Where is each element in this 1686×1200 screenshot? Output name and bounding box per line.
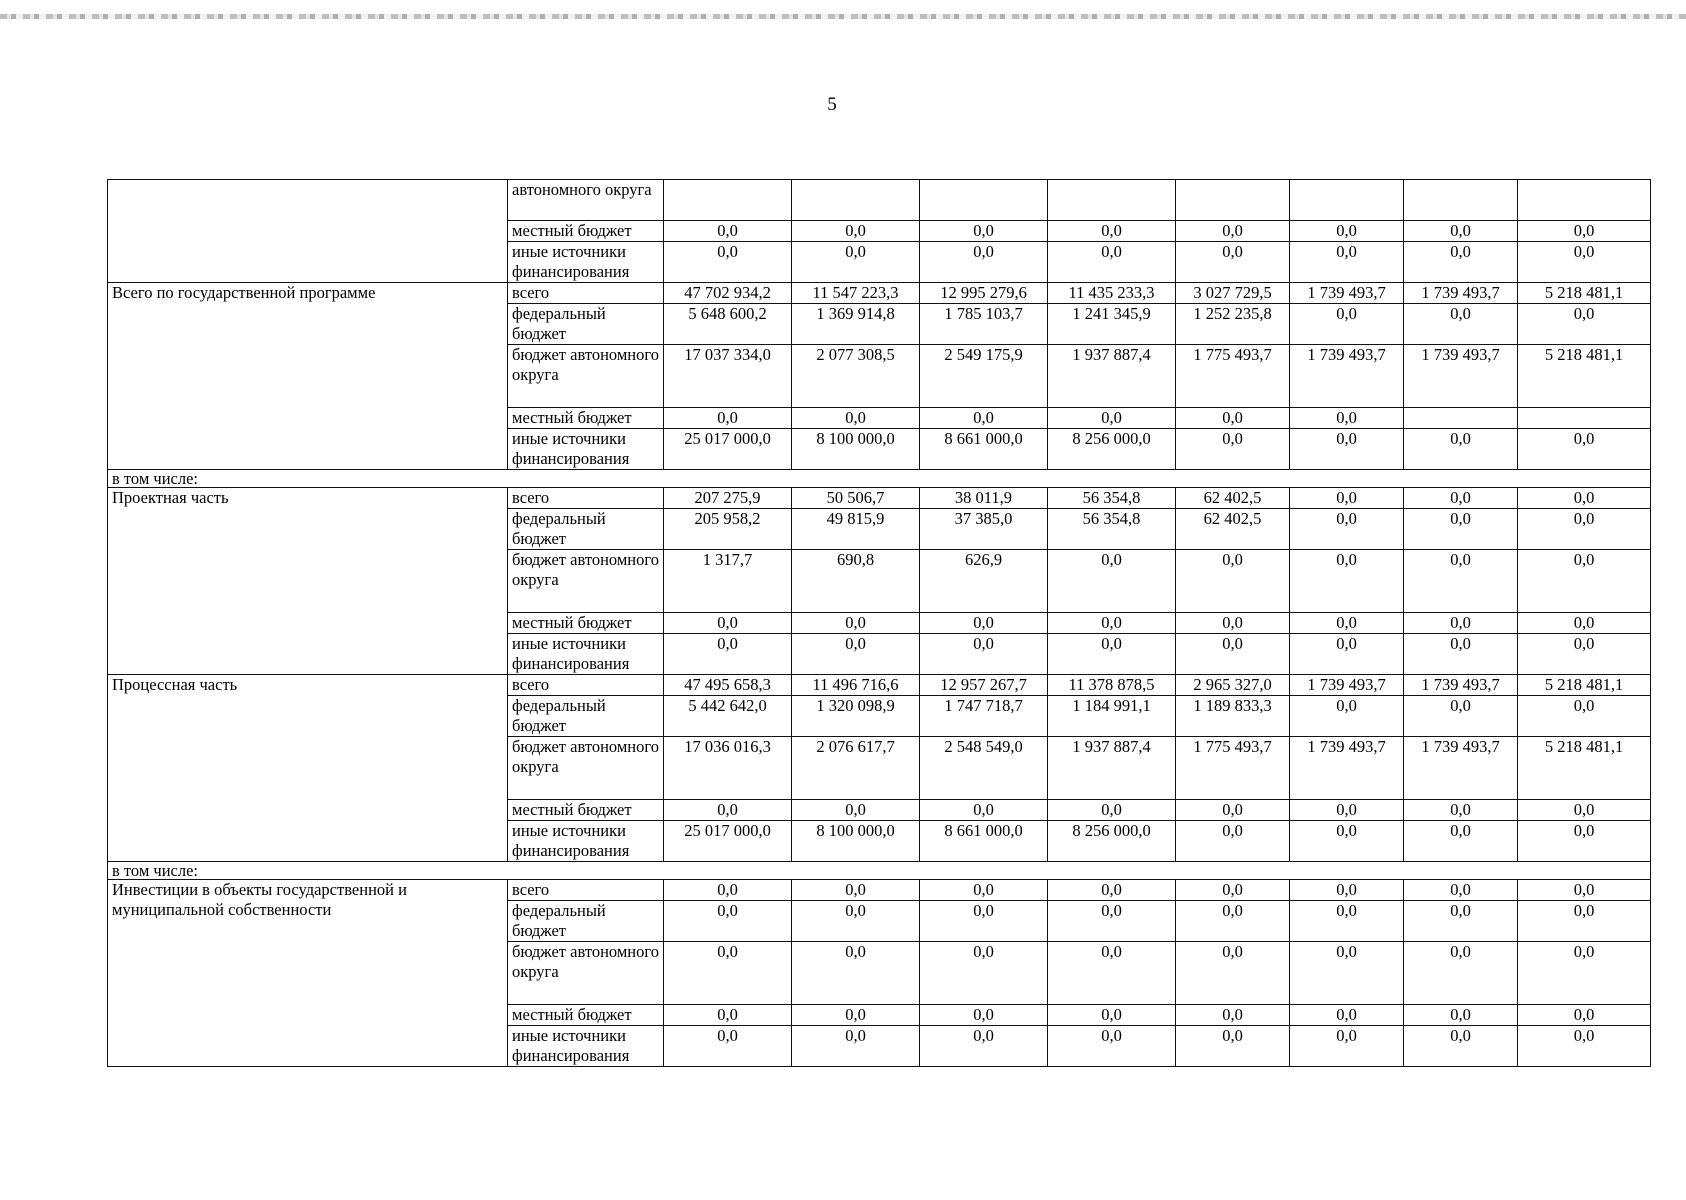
subheading-text: в том числе: bbox=[108, 862, 1651, 880]
funding-source-label: местный бюджет bbox=[508, 1005, 664, 1026]
amount-cell: 0,0 bbox=[792, 634, 920, 675]
amount-cell: 0,0 bbox=[920, 901, 1048, 942]
table-row bbox=[108, 880, 1651, 901]
amount-cell: 1 937 887,4 bbox=[1048, 737, 1176, 800]
amount-cell: 47 495 658,3 bbox=[664, 675, 792, 696]
amount-cell: 5 218 481,1 bbox=[1518, 737, 1651, 800]
amount-cell: 1 317,7 bbox=[664, 550, 792, 613]
table-row bbox=[108, 283, 1651, 304]
amount-cell: 205 958,2 bbox=[664, 509, 792, 550]
amount-cell: 2 076 617,7 bbox=[792, 737, 920, 800]
amount-cell: 1 937 887,4 bbox=[1048, 345, 1176, 408]
subheading-text: в том числе: bbox=[108, 470, 1651, 488]
amount-cell bbox=[1290, 180, 1404, 221]
amount-cell: 11 547 223,3 bbox=[792, 283, 920, 304]
page-number: 5 bbox=[827, 94, 837, 115]
amount-cell: 17 037 334,0 bbox=[664, 345, 792, 408]
funding-source-label: иные источники финансирования bbox=[508, 634, 664, 675]
amount-cell: 0,0 bbox=[664, 613, 792, 634]
amount-cell: 5 218 481,1 bbox=[1518, 675, 1651, 696]
amount-cell: 0,0 bbox=[1518, 1026, 1651, 1067]
amount-cell: 0,0 bbox=[1048, 880, 1176, 901]
amount-cell: 1 320 098,9 bbox=[792, 696, 920, 737]
amount-cell: 5 218 481,1 bbox=[1518, 345, 1651, 408]
amount-cell: 1 775 493,7 bbox=[1176, 345, 1290, 408]
amount-cell: 1 739 493,7 bbox=[1290, 345, 1404, 408]
amount-cell: 0,0 bbox=[1290, 1005, 1404, 1026]
amount-cell bbox=[1518, 180, 1651, 221]
amount-cell: 0,0 bbox=[1290, 304, 1404, 345]
funding-source-label: местный бюджет bbox=[508, 613, 664, 634]
amount-cell: 25 017 000,0 bbox=[664, 429, 792, 470]
amount-cell: 0,0 bbox=[1404, 509, 1518, 550]
funding-source-label: федеральный бюджет bbox=[508, 509, 664, 550]
amount-cell: 0,0 bbox=[1518, 800, 1651, 821]
amount-cell: 0,0 bbox=[664, 880, 792, 901]
amount-cell: 0,0 bbox=[1176, 942, 1290, 1005]
funding-source-label: бюджет автономного округа bbox=[508, 737, 664, 800]
amount-cell: 0,0 bbox=[1048, 408, 1176, 429]
amount-cell: 0,0 bbox=[1518, 821, 1651, 862]
amount-cell: 0,0 bbox=[1290, 880, 1404, 901]
amount-cell: 56 354,8 bbox=[1048, 509, 1176, 550]
amount-cell: 0,0 bbox=[664, 1026, 792, 1067]
funding-source-label: всего bbox=[508, 880, 664, 901]
amount-cell: 11 496 716,6 bbox=[792, 675, 920, 696]
amount-cell: 0,0 bbox=[1518, 696, 1651, 737]
amount-cell: 0,0 bbox=[792, 613, 920, 634]
amount-cell bbox=[920, 180, 1048, 221]
amount-cell: 0,0 bbox=[1404, 800, 1518, 821]
amount-cell: 1 747 718,7 bbox=[920, 696, 1048, 737]
amount-cell: 0,0 bbox=[1404, 304, 1518, 345]
amount-cell: 0,0 bbox=[664, 634, 792, 675]
amount-cell: 1 739 493,7 bbox=[1404, 675, 1518, 696]
amount-cell bbox=[1048, 180, 1176, 221]
amount-cell: 0,0 bbox=[1404, 242, 1518, 283]
amount-cell bbox=[1404, 408, 1518, 429]
amount-cell: 0,0 bbox=[1176, 613, 1290, 634]
amount-cell: 0,0 bbox=[920, 613, 1048, 634]
amount-cell: 0,0 bbox=[1176, 800, 1290, 821]
amount-cell: 0,0 bbox=[1290, 800, 1404, 821]
amount-cell: 0,0 bbox=[1518, 550, 1651, 613]
amount-cell: 0,0 bbox=[920, 634, 1048, 675]
amount-cell: 0,0 bbox=[1518, 488, 1651, 509]
amount-cell: 0,0 bbox=[1176, 408, 1290, 429]
amount-cell: 0,0 bbox=[664, 1005, 792, 1026]
amount-cell: 0,0 bbox=[1176, 221, 1290, 242]
amount-cell: 0,0 bbox=[1404, 880, 1518, 901]
amount-cell: 1 739 493,7 bbox=[1290, 675, 1404, 696]
amount-cell: 0,0 bbox=[792, 408, 920, 429]
amount-cell: 0,0 bbox=[792, 942, 920, 1005]
amount-cell: 0,0 bbox=[1176, 242, 1290, 283]
amount-cell: 0,0 bbox=[1290, 613, 1404, 634]
amount-cell: 0,0 bbox=[792, 221, 920, 242]
amount-cell: 0,0 bbox=[792, 242, 920, 283]
amount-cell: 0,0 bbox=[792, 1005, 920, 1026]
table-row bbox=[108, 675, 1651, 696]
amount-cell: 0,0 bbox=[1404, 901, 1518, 942]
amount-cell: 2 548 549,0 bbox=[920, 737, 1048, 800]
scan-edge-artifact bbox=[0, 14, 1686, 19]
amount-cell: 0,0 bbox=[1290, 634, 1404, 675]
amount-cell: 0,0 bbox=[1404, 634, 1518, 675]
amount-cell: 0,0 bbox=[1404, 488, 1518, 509]
funding-source-label: всего bbox=[508, 283, 664, 304]
amount-cell: 1 739 493,7 bbox=[1404, 345, 1518, 408]
amount-cell: 11 378 878,5 bbox=[1048, 675, 1176, 696]
amount-cell bbox=[1176, 180, 1290, 221]
amount-cell: 3 027 729,5 bbox=[1176, 283, 1290, 304]
funding-source-label: бюджет автономного округа bbox=[508, 550, 664, 613]
amount-cell: 8 256 000,0 bbox=[1048, 429, 1176, 470]
amount-cell: 0,0 bbox=[920, 942, 1048, 1005]
amount-cell: 0,0 bbox=[1176, 880, 1290, 901]
amount-cell: 47 702 934,2 bbox=[664, 283, 792, 304]
amount-cell: 0,0 bbox=[1176, 429, 1290, 470]
amount-cell: 0,0 bbox=[1290, 408, 1404, 429]
amount-cell: 1 739 493,7 bbox=[1404, 283, 1518, 304]
amount-cell: 0,0 bbox=[1518, 242, 1651, 283]
amount-cell: 0,0 bbox=[792, 1026, 920, 1067]
funding-source-label: местный бюджет bbox=[508, 408, 664, 429]
amount-cell: 0,0 bbox=[1518, 634, 1651, 675]
amount-cell: 0,0 bbox=[1048, 901, 1176, 942]
amount-cell: 0,0 bbox=[1048, 942, 1176, 1005]
amount-cell: 0,0 bbox=[1290, 901, 1404, 942]
amount-cell: 2 549 175,9 bbox=[920, 345, 1048, 408]
amount-cell: 0,0 bbox=[1048, 800, 1176, 821]
amount-cell: 5 218 481,1 bbox=[1518, 283, 1651, 304]
amount-cell: 0,0 bbox=[664, 942, 792, 1005]
amount-cell: 12 957 267,7 bbox=[920, 675, 1048, 696]
funding-source-label: всего bbox=[508, 488, 664, 509]
amount-cell: 626,9 bbox=[920, 550, 1048, 613]
amount-cell: 0,0 bbox=[1404, 1026, 1518, 1067]
amount-cell: 0,0 bbox=[664, 221, 792, 242]
amount-cell: 1 785 103,7 bbox=[920, 304, 1048, 345]
amount-cell: 0,0 bbox=[1048, 550, 1176, 613]
funding-source-label: федеральный бюджет bbox=[508, 901, 664, 942]
amount-cell: 0,0 bbox=[1176, 821, 1290, 862]
amount-cell: 1 184 991,1 bbox=[1048, 696, 1176, 737]
amount-cell: 0,0 bbox=[1290, 550, 1404, 613]
amount-cell: 0,0 bbox=[664, 242, 792, 283]
amount-cell: 8 661 000,0 bbox=[920, 821, 1048, 862]
amount-cell: 8 100 000,0 bbox=[792, 821, 920, 862]
amount-cell: 0,0 bbox=[1404, 221, 1518, 242]
amount-cell: 1 241 345,9 bbox=[1048, 304, 1176, 345]
amount-cell: 0,0 bbox=[1518, 880, 1651, 901]
amount-cell: 0,0 bbox=[1176, 1005, 1290, 1026]
amount-cell: 5 648 600,2 bbox=[664, 304, 792, 345]
amount-cell: 0,0 bbox=[1048, 613, 1176, 634]
amount-cell: 17 036 016,3 bbox=[664, 737, 792, 800]
amount-cell: 1 739 493,7 bbox=[1290, 283, 1404, 304]
funding-source-label: федеральный бюджет bbox=[508, 304, 664, 345]
subheading-row bbox=[108, 470, 1651, 488]
amount-cell: 1 369 914,8 bbox=[792, 304, 920, 345]
amount-cell: 0,0 bbox=[1518, 509, 1651, 550]
budget-table bbox=[107, 179, 1651, 1067]
funding-source-label: иные источники финансирования bbox=[508, 429, 664, 470]
amount-cell: 1 252 235,8 bbox=[1176, 304, 1290, 345]
funding-source-label: всего bbox=[508, 675, 664, 696]
amount-cell: 62 402,5 bbox=[1176, 488, 1290, 509]
amount-cell: 0,0 bbox=[1404, 1005, 1518, 1026]
amount-cell: 37 385,0 bbox=[920, 509, 1048, 550]
amount-cell: 1 739 493,7 bbox=[1290, 737, 1404, 800]
amount-cell: 0,0 bbox=[1290, 1026, 1404, 1067]
amount-cell: 0,0 bbox=[792, 800, 920, 821]
amount-cell: 0,0 bbox=[1518, 304, 1651, 345]
amount-cell: 1 739 493,7 bbox=[1404, 737, 1518, 800]
amount-cell: 0,0 bbox=[1518, 901, 1651, 942]
amount-cell: 0,0 bbox=[1290, 509, 1404, 550]
funding-source-label: бюджет автономного округа bbox=[508, 942, 664, 1005]
amount-cell: 0,0 bbox=[1290, 942, 1404, 1005]
amount-cell: 0,0 bbox=[664, 901, 792, 942]
amount-cell: 25 017 000,0 bbox=[664, 821, 792, 862]
amount-cell: 0,0 bbox=[920, 1026, 1048, 1067]
amount-cell: 0,0 bbox=[1176, 901, 1290, 942]
funding-source-label: местный бюджет bbox=[508, 221, 664, 242]
amount-cell: 0,0 bbox=[1290, 821, 1404, 862]
funding-source-label: иные источники финансирования bbox=[508, 242, 664, 283]
amount-cell: 0,0 bbox=[1290, 221, 1404, 242]
amount-cell: 8 256 000,0 bbox=[1048, 821, 1176, 862]
amount-cell: 0,0 bbox=[1048, 221, 1176, 242]
amount-cell: 0,0 bbox=[1518, 429, 1651, 470]
amount-cell: 11 435 233,3 bbox=[1048, 283, 1176, 304]
program-item-name: Процессная часть bbox=[108, 675, 508, 862]
amount-cell bbox=[1518, 408, 1651, 429]
amount-cell: 0,0 bbox=[1404, 821, 1518, 862]
amount-cell bbox=[792, 180, 920, 221]
funding-source-label: автономного округа bbox=[508, 180, 664, 221]
amount-cell bbox=[664, 180, 792, 221]
funding-source-label: местный бюджет bbox=[508, 800, 664, 821]
amount-cell: 0,0 bbox=[920, 880, 1048, 901]
program-item-name: Инвестиции в объекты государственной и муниципальной собственности bbox=[108, 880, 508, 1067]
program-item-name bbox=[108, 180, 508, 283]
amount-cell: 38 011,9 bbox=[920, 488, 1048, 509]
amount-cell: 0,0 bbox=[1404, 550, 1518, 613]
amount-cell: 0,0 bbox=[1290, 696, 1404, 737]
subheading-row bbox=[108, 862, 1651, 880]
program-item-name: Всего по государственной программе bbox=[108, 283, 508, 470]
amount-cell bbox=[1404, 180, 1518, 221]
amount-cell: 1 775 493,7 bbox=[1176, 737, 1290, 800]
amount-cell: 0,0 bbox=[1176, 550, 1290, 613]
amount-cell: 0,0 bbox=[792, 880, 920, 901]
amount-cell: 0,0 bbox=[920, 242, 1048, 283]
amount-cell: 2 965 327,0 bbox=[1176, 675, 1290, 696]
amount-cell: 0,0 bbox=[1176, 634, 1290, 675]
amount-cell: 0,0 bbox=[1048, 242, 1176, 283]
table-row bbox=[108, 488, 1651, 509]
amount-cell: 0,0 bbox=[1290, 488, 1404, 509]
amount-cell: 0,0 bbox=[664, 408, 792, 429]
amount-cell: 50 506,7 bbox=[792, 488, 920, 509]
amount-cell: 62 402,5 bbox=[1176, 509, 1290, 550]
amount-cell: 49 815,9 bbox=[792, 509, 920, 550]
amount-cell: 0,0 bbox=[1290, 242, 1404, 283]
amount-cell: 0,0 bbox=[920, 408, 1048, 429]
amount-cell: 0,0 bbox=[1048, 1026, 1176, 1067]
amount-cell: 5 442 642,0 bbox=[664, 696, 792, 737]
amount-cell: 0,0 bbox=[1404, 942, 1518, 1005]
funding-source-label: иные источники финансирования bbox=[508, 1026, 664, 1067]
amount-cell: 12 995 279,6 bbox=[920, 283, 1048, 304]
amount-cell: 690,8 bbox=[792, 550, 920, 613]
amount-cell: 0,0 bbox=[920, 800, 1048, 821]
amount-cell: 0,0 bbox=[1518, 613, 1651, 634]
amount-cell: 56 354,8 bbox=[1048, 488, 1176, 509]
amount-cell: 0,0 bbox=[1176, 1026, 1290, 1067]
funding-source-label: иные источники финансирования bbox=[508, 821, 664, 862]
amount-cell: 0,0 bbox=[792, 901, 920, 942]
amount-cell: 207 275,9 bbox=[664, 488, 792, 509]
amount-cell: 1 189 833,3 bbox=[1176, 696, 1290, 737]
amount-cell: 0,0 bbox=[920, 221, 1048, 242]
program-item-name: Проектная часть bbox=[108, 488, 508, 675]
amount-cell: 0,0 bbox=[664, 800, 792, 821]
funding-source-label: бюджет автономного округа bbox=[508, 345, 664, 408]
funding-source-label: федеральный бюджет bbox=[508, 696, 664, 737]
amount-cell: 0,0 bbox=[1290, 429, 1404, 470]
amount-cell: 8 100 000,0 bbox=[792, 429, 920, 470]
amount-cell: 0,0 bbox=[920, 1005, 1048, 1026]
amount-cell: 2 077 308,5 bbox=[792, 345, 920, 408]
amount-cell: 0,0 bbox=[1404, 613, 1518, 634]
amount-cell: 8 661 000,0 bbox=[920, 429, 1048, 470]
amount-cell: 0,0 bbox=[1518, 942, 1651, 1005]
amount-cell: 0,0 bbox=[1518, 1005, 1651, 1026]
amount-cell: 0,0 bbox=[1048, 634, 1176, 675]
amount-cell: 0,0 bbox=[1404, 696, 1518, 737]
amount-cell: 0,0 bbox=[1518, 221, 1651, 242]
amount-cell: 0,0 bbox=[1048, 1005, 1176, 1026]
amount-cell: 0,0 bbox=[1404, 429, 1518, 470]
table-row bbox=[108, 180, 1651, 221]
